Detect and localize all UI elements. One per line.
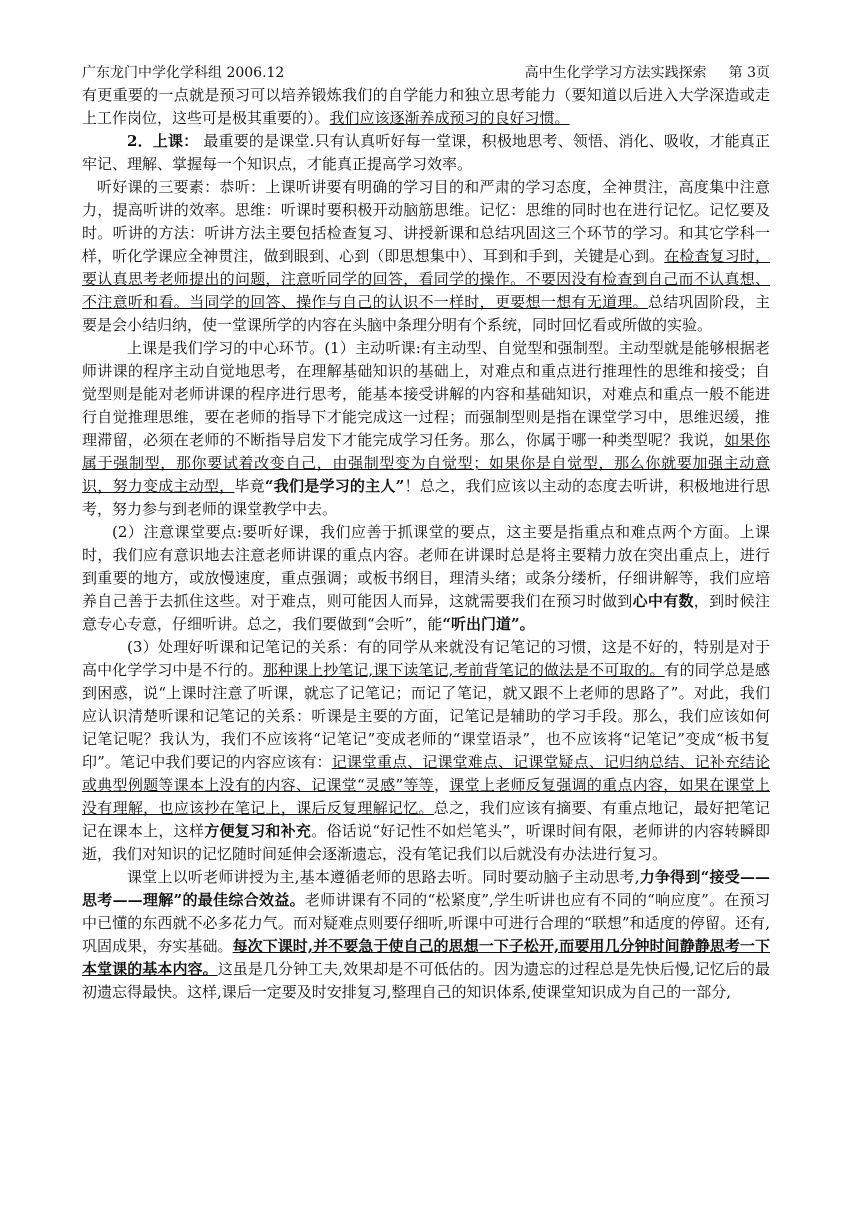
bold-text: “我们是学习的主人”: [264, 477, 405, 495]
text: 这虽是几分钟工夫,效果却是不可低估的。因为遗忘的过程总是先快后慢,记忆后的最初遗忘得最快。这样,课后一定要及时安排复习,整理自己的知识体系,使课堂知识成为自己的一部分,: [82, 960, 770, 1001]
underlined-text: 如果你属于强制型，那你要试着改变自己，由强制型变为自觉型；如果你是自觉型，那么你就要加强主动意识，努力变成主动型，: [82, 431, 770, 495]
text: 总结巩固阶段，主要是会小结归纳，使一堂课所学的内容在头脑中条理分明有个系统，同时回忆看或所做的实验。: [82, 293, 770, 334]
paragraph-active-listening: [82, 337, 770, 521]
document-page: [82, 62, 770, 1004]
text: ，到时候注意专心专意，仔细听讲。总之，我们要做到“会听”，能: [82, 592, 770, 633]
header-title: 高中生化学学习方法实践探索: [524, 65, 707, 81]
text: 最重要的是课堂.只有认真听好每一堂课，积极地思考、领悟、消化、吸收，才能真正牢记、理解、掌握每一个知识点，才能真正提高学习效率。: [82, 132, 770, 173]
bold-text: “听出门道”。: [442, 615, 535, 633]
paragraph-class-summary: [82, 866, 770, 1004]
text: 课堂上以听老师讲授为主,基本遵循老师的思路去听。同时要动脑子主动思考,: [127, 868, 640, 886]
header-school-date: 广东龙门中学化学科组 2006.12: [82, 65, 285, 81]
underlined-text: 那种课上抄笔记,课下读笔记,考前背笔记的做法是不可取的。: [262, 661, 665, 679]
text: (2）注意课堂要点:要听好课，我们应善于抓课堂的要点，这主要是指重点和难点两个方面。上课时，我们应有意识地去注意老师讲课的重点内容。老师在讲课时总是将主要精力放在突出重点上，进行到重要的地方，或放慢速度，重点强调；或板书纲目，理清头绪；或条分缕析，仔细讲解等，我们应培养自己善于去抓住这些。对于难点，则可能因人而异，这就需要我们在预习时做到: [82, 523, 770, 610]
page-header: [82, 62, 770, 84]
text: 老师讲课有不同的“松紧度”,学生听讲也应有不同的“响应度”。在预习中已懂的东西就不必多花力气。而对疑难点则要仔细听,听课中可进行合理的“联想”和适度的停留。还有,巩固成果，夯实基础。: [82, 891, 770, 955]
paragraph-note-taking: [82, 636, 770, 866]
bold-text: 心中有数: [632, 592, 694, 610]
text: ！总之，我们应该以主动的态度去听讲，积极地进行思考，努力参与到老师的课堂教学中去。: [82, 477, 770, 518]
bold-underlined-text: 每次下课时,并不要急于使自己的思想一下子松开,而要用几分钟时间静静思考一下本堂课的基本内容。: [82, 937, 770, 978]
underlined-text: 我们应该逐渐养成预习的良好习惯。: [329, 109, 570, 127]
bold-text: 力争得到“接受——思考——理解”的最佳综合效益。: [82, 868, 770, 909]
underlined-text: 课堂上老师反复强调的重点内容，如果在课堂上没有理解，也应该抄在笔记上，课后反复理解记忆。: [82, 776, 770, 817]
text: 听好课的三要素：恭听：上课听讲要有明确的学习目的和严肃的学习态度，全神贯注，高度集中注意力，提高听讲的效率。思维：听课时要积极开动脑筋思维。记忆：思维的同时也在进行记忆。记忆要及时。听讲的方法：听讲方法主要包括检查复习、讲授新课和总结巩固这三个环节的学习。和其它学科一样，听化学课应全神贯注，做到眼到、心到（即思想集中）、耳到和手到，关键是心到。: [82, 178, 770, 265]
text: ，: [434, 776, 450, 794]
underlined-text: 在检查复习时，要认真思考老师提出的问题，注意听同学的回答，看同学的操作。不要因没有检查到自己而不认真想、不注意听和看。当同学的回答、操作与自己的认识不一样时，更要想一想有无道理。: [82, 247, 770, 311]
text: 。俗话说“好记性不如烂笔头”，听课时间有限，老师讲的内容转瞬即逝，我们对知识的记忆随时间延伸会逐渐遗忘，没有笔记我们以后就没有办法进行复习。: [82, 822, 770, 863]
text: (3）处理好听课和记笔记的关系：有的同学从来就没有记笔记的习惯，这是不好的，特别是对于高中化学学习中是不行的。: [82, 638, 770, 679]
text: 有的同学总是感到困惑，说“上课时注意了听课，就忘了记笔记；而记了笔记，就又跟不上老师的思路了”。对此，我们应认识清楚听课和记笔记的关系：听课是主要的方面，记笔记是辅助的学习手段。那么，我们应该如何记笔记呢？我认为，我们不应该将“记笔记”变成老师的“课堂语录”，也不应该将“记笔记”变成“板书复印”。笔记中我们要记的内容应该有：: [82, 661, 770, 771]
text: 毕竟: [234, 477, 265, 495]
text: 总之，我们应该有摘要、有重点地记，最好把笔记记在课本上，这样: [82, 799, 770, 840]
text: 上课是我们学习的中心环节。(1）主动听课:有主动型、自觉型和强制型。主动型就是能够根据老师讲课的程序主动自觉地思考，在理解基础知识的基础上，对难点和重点进行推理性的思维和接受；自觉型则是能对老师讲课的程序进行思考，能基本接受讲解的内容和基础知识，对难点和重点一般不能进行自觉推理思维，要在老师的指导下才能完成这一过程；而强制型则是指在课堂学习中，思维迟缓，推理滞留，必须在老师的不断指导启发下才能完成学习任务。那么，你属于哪一种类型呢？我说，: [82, 339, 770, 449]
text: 有更重要的一点就是预习可以培养锻炼我们的自学能力和独立思考能力（要知道以后进入大学深造或走上工作岗位，这些可是极其重要的）。: [82, 86, 770, 127]
bold-text: 方便复习和补充: [204, 822, 312, 840]
header-page-number: 第 3页: [728, 65, 770, 81]
paragraph-preview: [82, 84, 770, 130]
underlined-text: 记课堂重点、记课堂难点、记课堂疑点、记归纳总结、记补充结论或典型例题等课本上没有的内容、记课堂“灵感”等等: [82, 753, 770, 794]
section-heading: 2．上课：: [127, 132, 199, 150]
paragraph-three-elements: [82, 176, 770, 337]
paragraph-class: [82, 130, 770, 176]
paragraph-key-points: [82, 521, 770, 636]
